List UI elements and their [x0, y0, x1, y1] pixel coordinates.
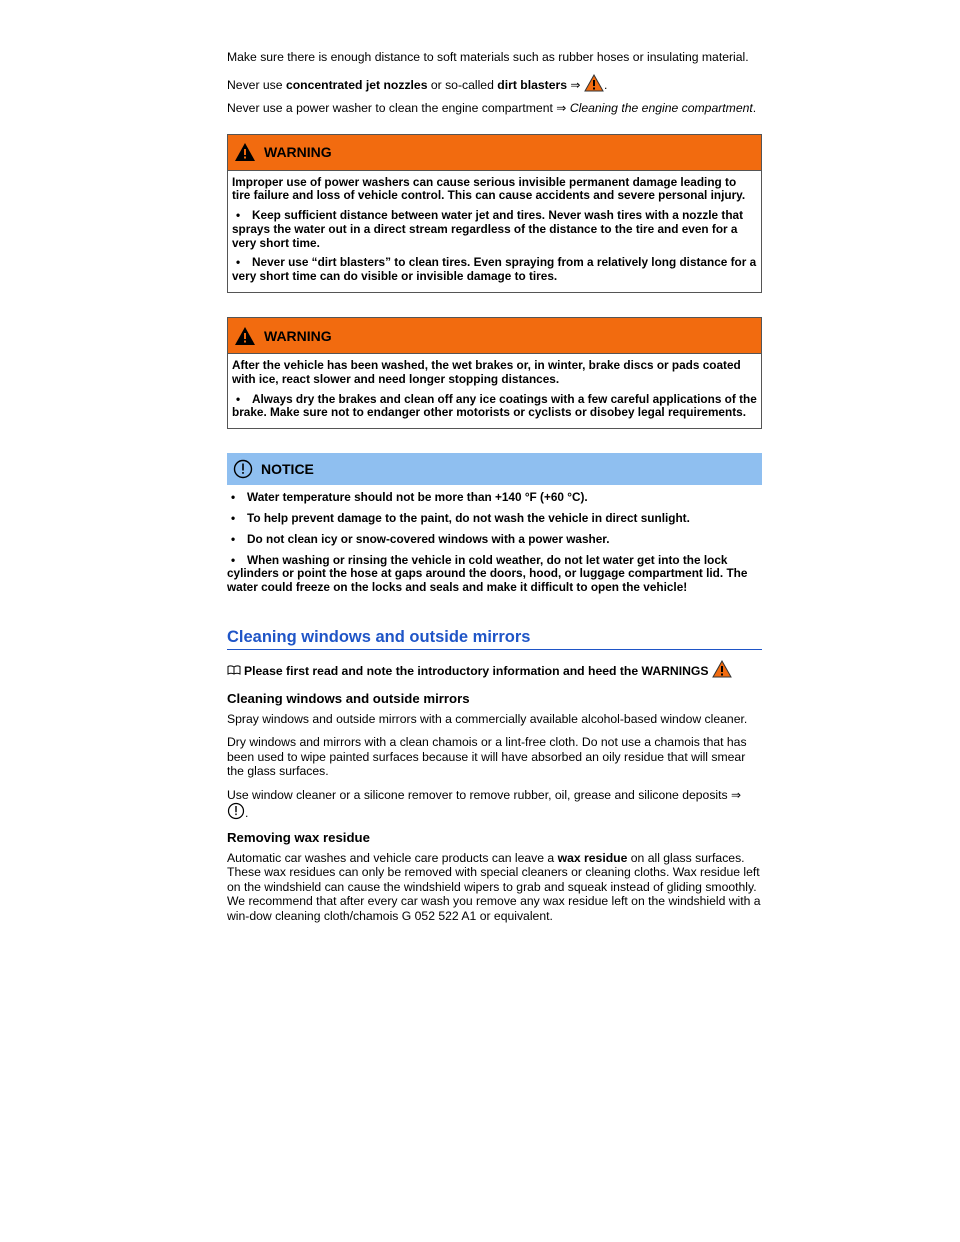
text: Never use: [227, 77, 286, 92]
notice-title: NOTICE: [261, 461, 314, 478]
bullet-text: To help prevent damage to the paint, do not wash the vehicle in direct sunlight.: [247, 511, 690, 526]
warning-triangle-icon[interactable]: [584, 74, 604, 92]
bullet-text: Always dry the brakes and clean off any ice coatings with a few careful applications of the brake. Make sure not to endanger other motorists or cyclists or disobey legal requirements.: [232, 391, 757, 420]
warning-bullet: [232, 209, 757, 250]
bold-text: dirt blasters: [497, 77, 568, 92]
warning-header: [228, 135, 761, 171]
text: on all glass surfaces. These wax residues can only be removed with special cleaners or cleaning cloths. Wax residue left on the windshield can cause the windshield wipers to grab and squeak instead of gliding smoothly. We recommend that after every car wash you remove any wax residue left on the windshield with a win-dow cleaning cloth/chamois G 052 522 A1 or equivalent.: [227, 850, 761, 923]
bullet-text: Keep sufficient distance between water jet and tires. Never wash tires with a nozzle that sprays the water out in a direct stream regardless of the distance to the tire and even for a very short time.: [232, 208, 744, 250]
warning-title: WARNING: [264, 327, 332, 344]
bullet: •: [231, 531, 236, 546]
cross-reference-link[interactable]: Cleaning the engine compartment: [569, 101, 753, 115]
bullet: •: [231, 552, 236, 567]
warning-body: [228, 171, 761, 293]
notice-header: [227, 453, 762, 485]
paragraph: [227, 788, 762, 821]
bold-text: concentrated jet nozzles: [285, 77, 428, 92]
intro-text: Please first read and note the introductory information and heed the WARNINGS: [244, 664, 709, 679]
warning-triangle-icon[interactable]: [712, 660, 732, 678]
notice-circle-icon: [233, 459, 253, 479]
paragraph-nozzles: [227, 74, 762, 93]
subheading-cleaning: Cleaning windows and outside mirrors: [227, 690, 470, 706]
paragraph-text: Make sure there is enough distance to soft materials such as rubber hoses or insulating material.: [227, 50, 749, 64]
notice-bullet: [227, 512, 762, 526]
bullet: •: [236, 391, 241, 406]
paragraph: Dry windows and mirrors with a clean chamois or a lint-free cloth. Do not use a chamois that has been used to wipe painted surfaces because it will have absorbed an oily residue that will smear the glass surfaces.: [227, 735, 747, 779]
bold-text: wax residue: [557, 850, 628, 865]
bullet: •: [231, 511, 236, 526]
warning-box-brakes: [227, 317, 762, 429]
text: Automatic car washes and vehicle care products can leave a: [227, 850, 558, 865]
warning-bullet: [232, 256, 757, 284]
bullet: •: [231, 490, 236, 505]
notice-bullet: [227, 554, 762, 595]
bullet-text: Never use “dirt blasters” to clean tires. Even spraying from a relatively long distance for a very short time can do visible or invisible damage to tires.: [232, 255, 757, 284]
subheading-wax: Removing wax residue: [227, 829, 370, 845]
bullet-text: Do not clean icy or snow-covered windows with a power washer.: [247, 531, 610, 546]
warning-text: After the vehicle has been washed, the wet brakes or, in winter, brake discs or pads coated with ice, react slower and need longer stopping distances.: [232, 358, 741, 386]
paragraph: Spray windows and outside mirrors with a commercially available alcohol-based window cleaner.: [227, 711, 748, 726]
notice-body: [227, 485, 762, 595]
book-icon[interactable]: [227, 664, 241, 674]
warning-bullet: [232, 393, 757, 421]
text: or so-called: [427, 77, 498, 92]
text: .: [604, 77, 608, 92]
warning-header: [228, 318, 761, 354]
document-page: [227, 50, 762, 932]
warning-triangle-icon: [234, 142, 256, 162]
warning-text: Improper use of power washers can cause serious invisible permanent damage leading to tire failure and loss of vehicle control. This can cause accidents and severe personal injury.: [232, 174, 746, 203]
text: .: [245, 806, 249, 821]
warning-triangle-icon: [234, 326, 256, 346]
notice-bullet: [227, 491, 762, 505]
warning-title: WARNING: [264, 144, 332, 160]
arrow-text: ⇒: [567, 77, 585, 92]
notice-circle-icon[interactable]: [227, 802, 245, 820]
warning-box-power-washer: [227, 134, 762, 294]
intro-line: [227, 660, 762, 679]
text: Never use a power washer to clean the engine compartment ⇒: [227, 101, 570, 115]
notice-bullet: [227, 533, 762, 547]
section-heading: Cleaning windows and outside mirrors: [227, 628, 762, 650]
text: .: [752, 101, 757, 115]
paragraph-distance: [227, 50, 762, 65]
bullet: •: [236, 255, 241, 270]
paragraph: [227, 851, 762, 924]
bullet-text: When washing or rinsing the vehicle in cold weather, do not let water get into the lock cylinders or point the hose at gaps around the doors, hood, or luggage compartment lid. The water could freeze on the locks and seals and make it difficult to open the vehicle!: [227, 552, 748, 595]
warning-body: [228, 354, 761, 428]
bullet-text: Water temperature should not be more than +140 °F (+60 °C).: [247, 490, 588, 505]
text: Use window cleaner or a silicone remover to remove rubber, oil, grease and silicone deposits ⇒: [227, 787, 742, 802]
notice-box: [227, 453, 762, 595]
paragraph-engine: [227, 101, 762, 116]
bullet: •: [236, 208, 241, 223]
